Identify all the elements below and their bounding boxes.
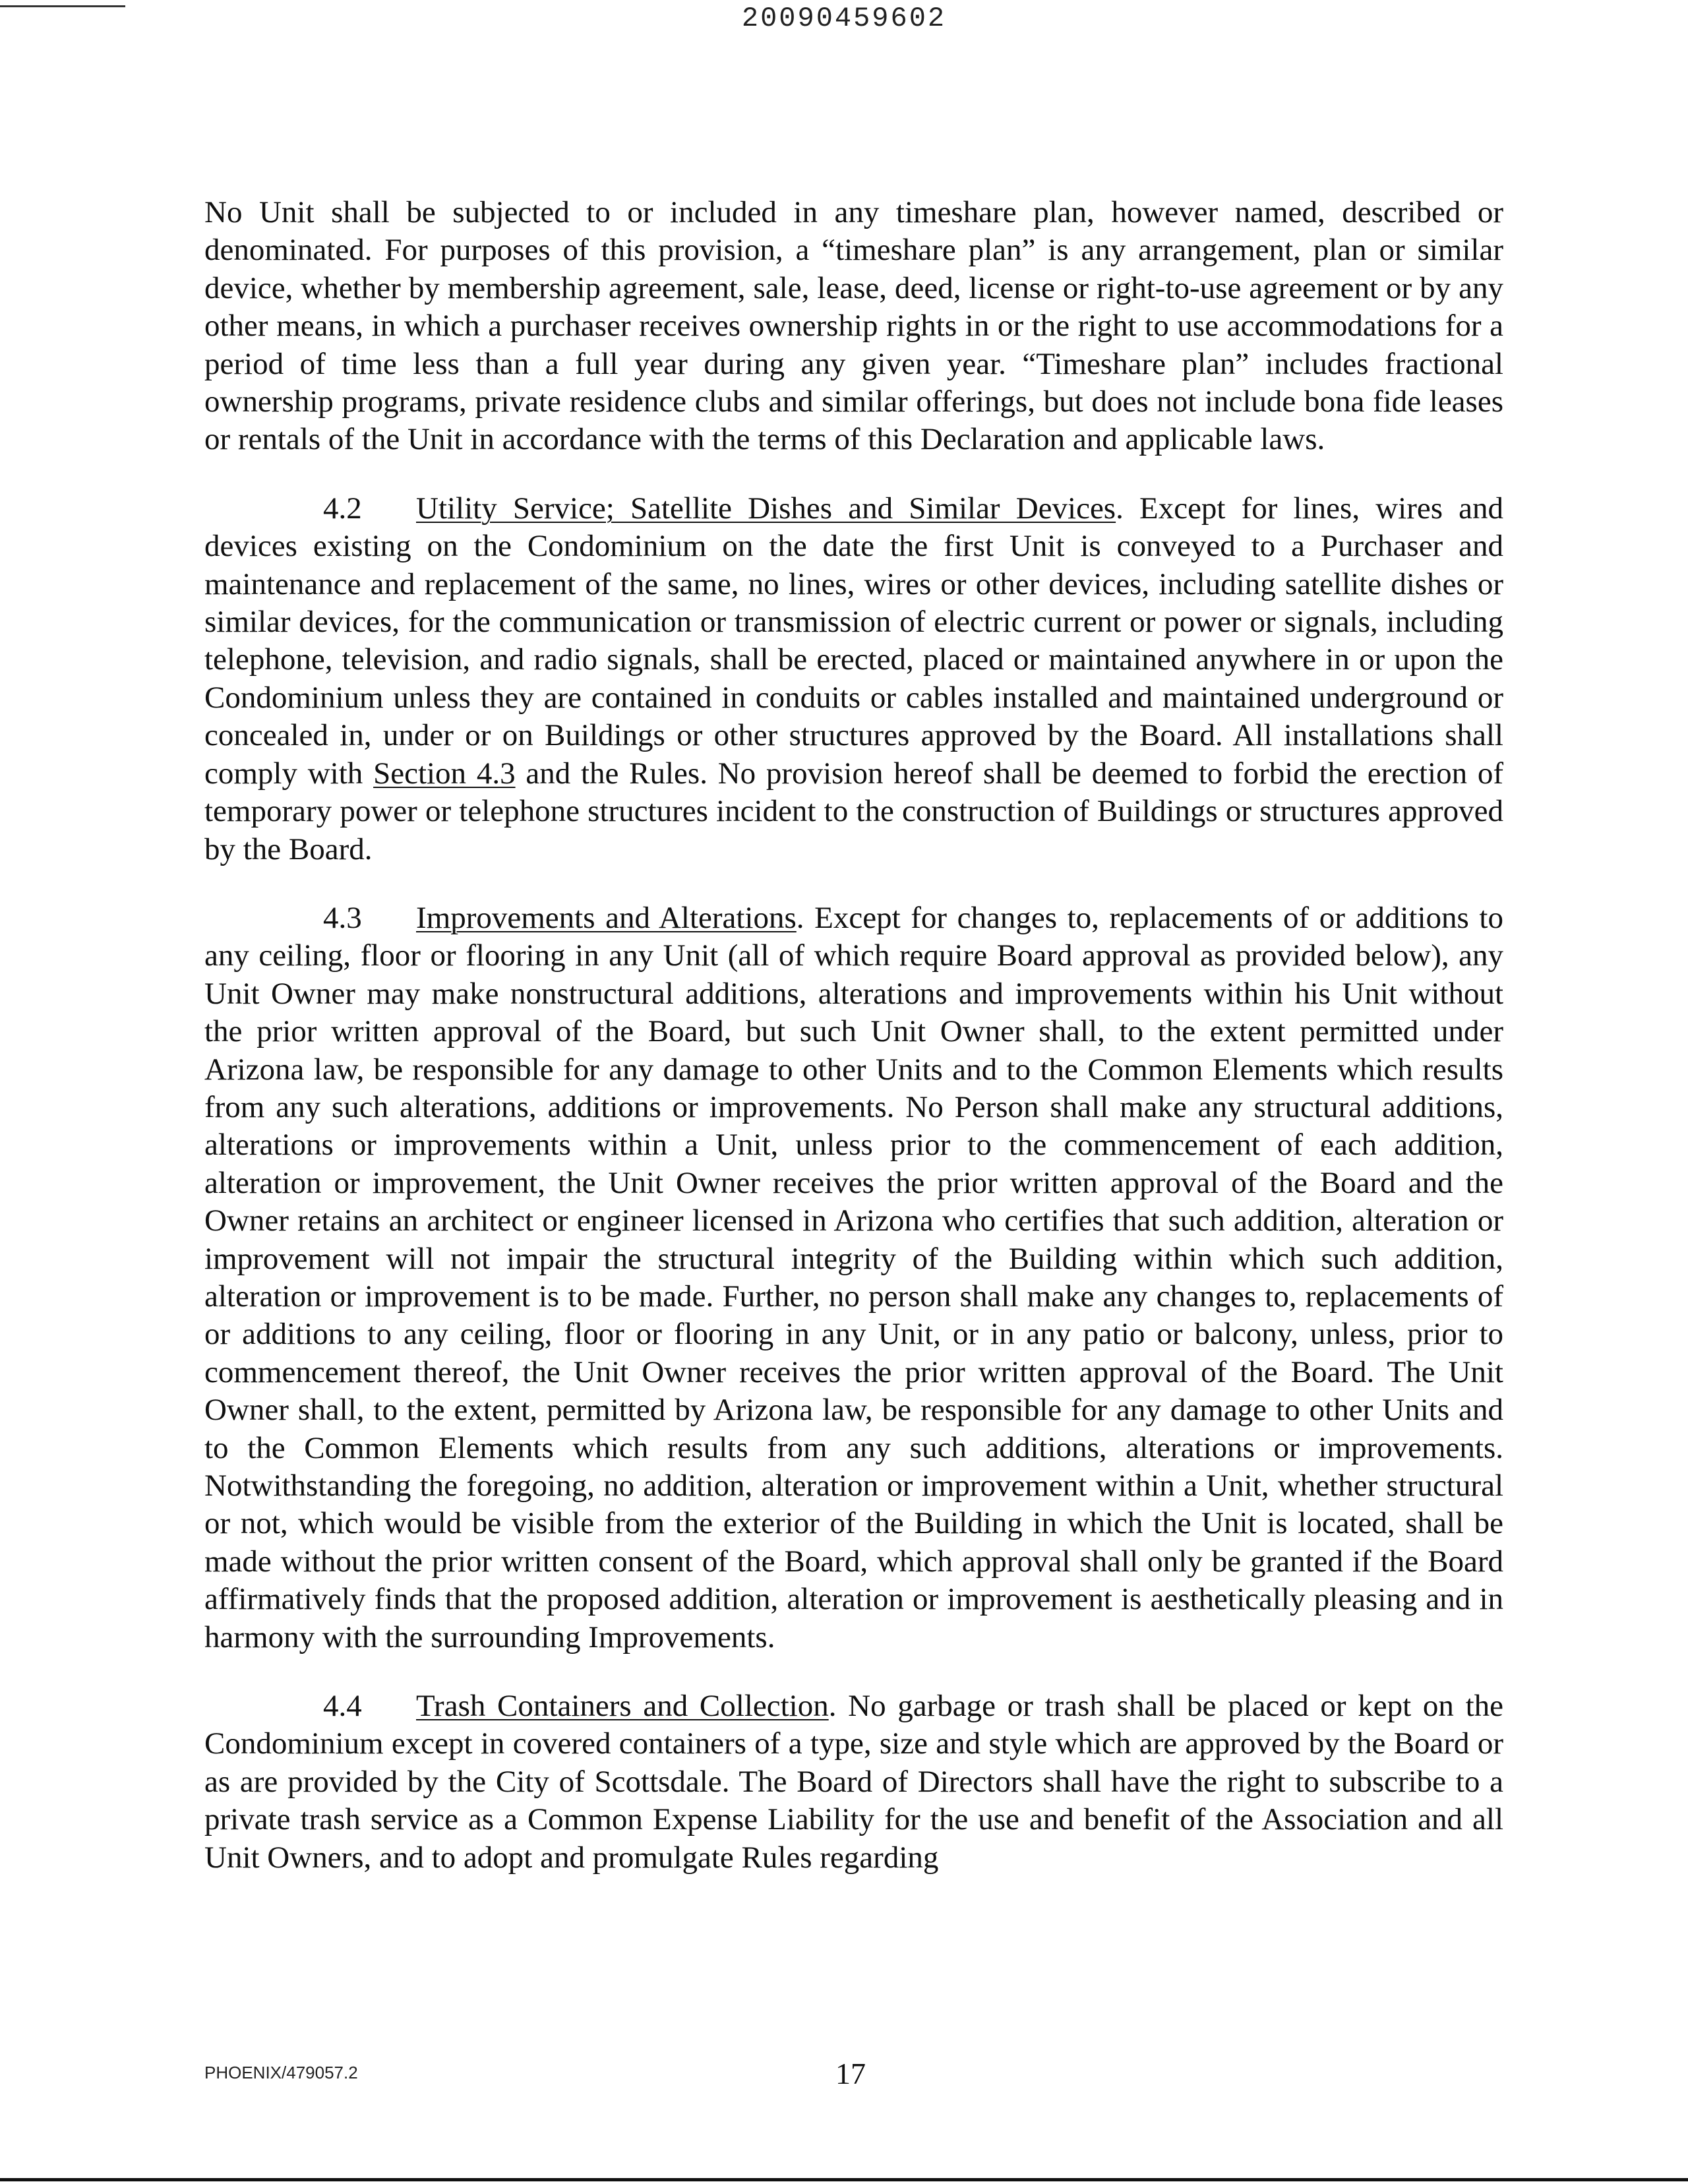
section-title: Improvements and Alterations xyxy=(416,900,797,935)
timeshare-paragraph: No Unit shall be subjected to or included in any timeshare plan, however named, described or denominated. For purposes of this provision, a “timeshare plan” is any arrangement, plan or similar device, whether by membership agreement, sale, lease, deed, license or right-to-use agreement or by any other means, in which a purchaser receives ownership rights in or the right to use accommodations for a period of time less than a full year during any given year. “Timeshare plan” includes fractional ownership programs, private residence clubs and similar offerings, but does not include bona fide leases or rentals of the Unit in accordance with the terms of this Declaration and applicable laws. xyxy=(204,195,1503,457)
section-title: Trash Containers and Collection xyxy=(416,1689,829,1724)
section-reference-link: Section 4.3 xyxy=(373,756,516,791)
section-4-2 xyxy=(204,490,1503,868)
section-4-4 xyxy=(204,1687,1503,1877)
section-text: . No garbage or trash shall be placed or kept on the Condominium except in covered containers of a type, size and style which are approved by the Board or as are provided by the City of Scottsdale. The Board of Directors shall have the right to subscribe to a private trash service as a Common Expense Liability for the use and benefit of the Association and all Unit Owners, and to adopt and promulgate Rules regarding xyxy=(204,1689,1503,1875)
section-4-3 xyxy=(204,899,1503,1656)
page-number: 17 xyxy=(835,2057,866,2090)
section-number: 4.3 xyxy=(323,900,362,935)
document-body xyxy=(204,194,1503,1908)
section-text: . Except for changes to, replacements of or additions to any ceiling, floor or flooring in any Unit (all of which require Board approval as provided below), any Unit Owner may make nonstructural additions, alterations and improvements within his Unit without the prior written approval of the Board, but such Unit Owner shall, to the extent permitted under Arizona law, be responsible for any damage to other Units and to the Common Elements which results from any such alterations, additions or improvements. No Person shall make any structural additions, alterations or improvements within a Unit, unless prior to the commencement of each addition, alteration or improvement, the Unit Owner receives the prior written approval of the Board and the Owner retains an architect or engineer licensed in Arizona who certifies that such addition, alteration or improvement will not impair the structural integrity of the Building within which such addition, alteration or improvement is to be made. Further, no person shall make any changes to, replacements of or additions to any ceiling, floor or flooring in any Unit, or in any patio or balcony, unless, prior to commencement thereof, the Unit Owner receives the prior written approval of the Board. The Unit Owner shall, to the extent, permitted by Arizona law, be responsible for any damage to other Units and to the Common Elements which results from any such additions, alterations or improvements. Notwithstanding the foregoing, no addition, alteration or improvement within a Unit, whether structural or not, which would be visible from the exterior of the Building in which the Unit is located, shall be made without the prior written consent of the Board, which approval shall only be granted if the Board affirmatively finds that the proposed addition, alteration or improvement is aesthetically pleasing and in harmony with the surrounding Improvements. xyxy=(204,900,1503,1654)
footer-document-id: PHOENIX/479057.2 xyxy=(204,2063,358,2082)
section-title: Utility Service; Satellite Dishes and Similar Devices xyxy=(416,491,1116,526)
section-number: 4.2 xyxy=(323,491,362,526)
document-number: 20090459602 xyxy=(741,3,947,34)
section-text: . Except for lines, wires and devices existing on the Condominium on the date the first Unit is conveyed to a Purchaser and maintenance and replacement of the same, no lines, wires or other devices, including satellite dishes or similar devices, for the communication or transmission of electric current or power or signals, including telephone, television, and radio signals, shall be erected, placed or maintained anywhere in or upon the Condominium unless they are contained in conduits or cables installed and maintained underground or concealed in, under or on Buildings or other structures approved by the Board. All installations shall comply with xyxy=(204,491,1504,791)
section-number: 4.4 xyxy=(323,1689,362,1724)
bottom-edge-rule xyxy=(0,2178,1688,2181)
section-text: and the Rules. No provision hereof shall be deemed to forbid the erection of temporary power or telephone structures incident to the construction of Buildings or structures approved by the Board. xyxy=(204,756,1503,866)
